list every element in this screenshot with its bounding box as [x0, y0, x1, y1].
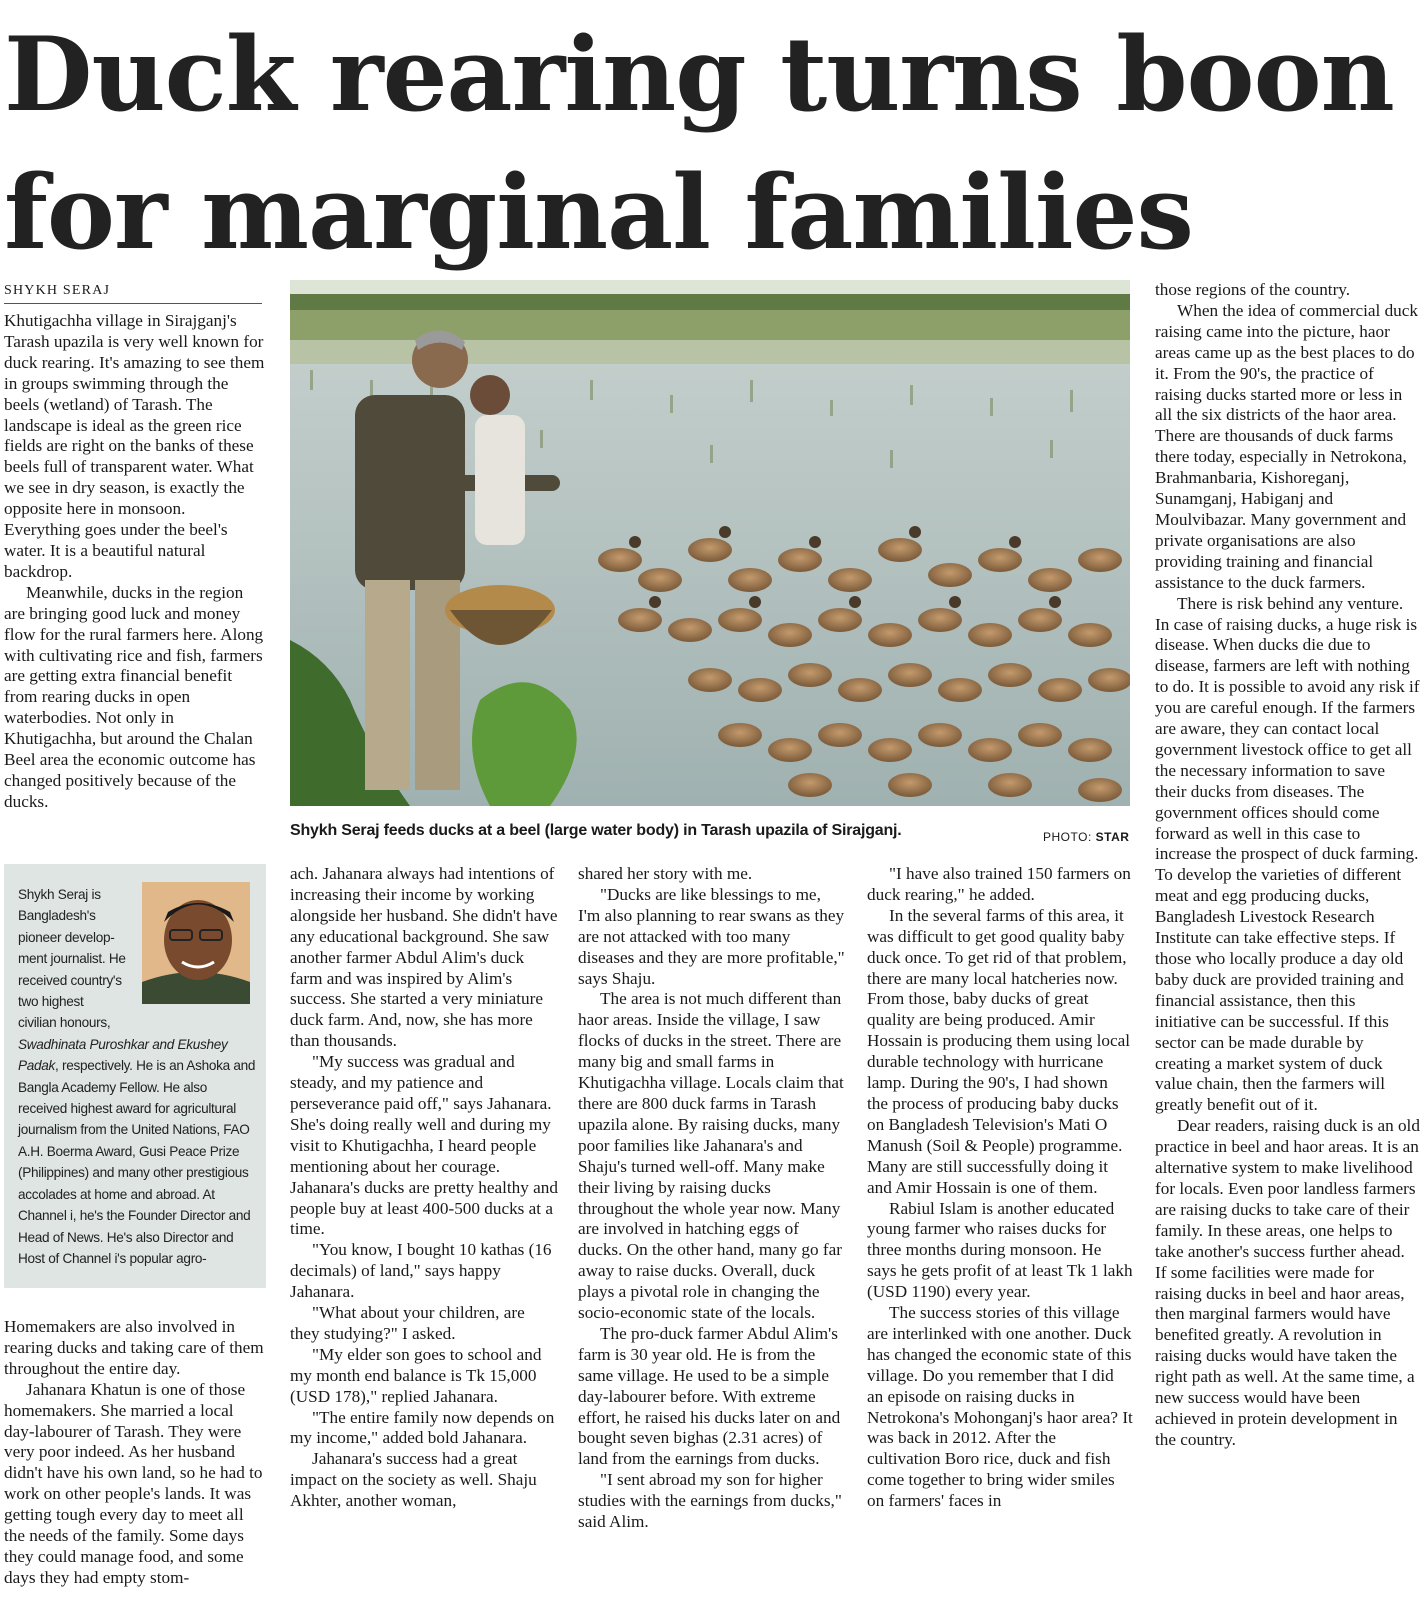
- paragraph: Rabiul Islam is another educated young farmer who raises ducks for three months during monsoon. He says he gets profit of at least Tk 1 lakh (USD 1190) every year.: [867, 1198, 1133, 1302]
- paragraph: "I have also trained 150 farmers on duck rearing," he added.: [867, 864, 1131, 904]
- paragraph: Meanwhile, ducks in the region are bringing good luck and money flow for the rural farmers here. Along with cultivating rice and fish, farmers are getting extra financial benefit from rearing ducks in open waterbodies. Not only in Khutigachha, but around the Chalan Beel area the economic outcome has changed positively because of the ducks.: [4, 582, 264, 811]
- paragraph: Homemakers are also involved in rearing ducks and taking care of them throughout the entire day.: [4, 1317, 264, 1378]
- photo-credit-source: STAR: [1095, 830, 1130, 844]
- paragraph: shared her story with me.: [578, 864, 753, 883]
- paragraph: The area is not much different than haor areas. Inside the village, I saw flocks of ducks in the street. There are many big and small farms in Khutigachha village. Locals claim that there are 800 duck farms in Tarash upazila alone. By raising ducks, many poor families like Jahanara's and Shaju's turned well-off. Many make their living by raising ducks throughout the whole year now. Many are involved in hatching eggs of ducks. On the other hand, many go far away to raise ducks. Overall, duck plays a pivotal role in changing the socio-economic state of the locals.: [578, 989, 844, 1323]
- byline: SHYKH SERAJ: [4, 283, 262, 304]
- paragraph: "You know, I bought 10 kathas (16 decimals) of land," says happy Jahanara.: [290, 1240, 552, 1302]
- paragraph: those regions of the country.: [1155, 280, 1351, 299]
- paragraph: The pro-duck farmer Abdul Alim's farm is 30 year old. He is from the same village. He used to be a simple day-labourer before. With extreme effort, he raised his ducks later on and bought seven bighas (2.31 acres) of land from the earnings from ducks.: [578, 1323, 841, 1469]
- author-bio-text: [18, 884, 258, 1269]
- paragraph: Jahanara's success had a great impact on the society as well. Shaju Akhter, another woman,: [290, 1449, 537, 1511]
- column-2: [290, 864, 558, 1512]
- bio-line: Bangladesh's: [18, 908, 96, 924]
- bio-line: civilian honours,: [18, 1015, 111, 1031]
- column-1-lower: [4, 1317, 266, 1589]
- photo-credit: [1043, 830, 1129, 844]
- duck-photo-illustration: [290, 280, 1130, 806]
- paragraph: "My success was gradual and steady, and my patience and perseverance paid off," says Jahanara. She's doing really well and during my visit to Khutigachha, I heard people mentioning about her courage. Jahanara's ducks are pretty healthy and people buy at least 400-500 ducks at a time.: [290, 1052, 558, 1239]
- bio-line: two highest: [18, 994, 84, 1010]
- paragraph: "My elder son goes to school and my month end balance is Tk 15,000 (USD 178)," replied Jahanara.: [290, 1344, 542, 1406]
- paragraph: When the idea of commercial duck raising came into the picture, haor areas came up as the best places to do it. From the 90's, the practice of raising ducks started more or less in all the six districts of the haor area. There are thousands of duck farms there today, especially in Netrokona, Brahmanbaria, Kishoreganj, Sunamganj, Habiganj and Moulvibazar. Many government and private organisations are also providing training and financial assistance to the duck farmers.: [1155, 300, 1418, 592]
- paragraph: "I sent abroad my son for higher studies with the earnings from ducks," said Alim.: [578, 1470, 842, 1532]
- headline-line-1: Duck rearing turns boon: [4, 15, 1394, 135]
- bio-awards: Swadhinata Puroshkar and Ekushey Padak: [18, 1036, 228, 1074]
- photo-credit-prefix: PHOTO:: [1043, 830, 1096, 844]
- paragraph: Khutigachha village in Sirajganj's Tarash upazila is very well known for duck rearing. It's amazing to see them in groups swimming through the beels (wetland) of Tarash. The landscape is ideal as the green rice fields are right on the banks of these beels full of transparent water. What we see in dry season, is exactly the opposite here in monsoon. Everything goes under the beel's water. It is a beautiful natural backdrop.: [4, 311, 265, 581]
- paragraph: ach. Jahanara always had intentions of increasing their income by working alongside her husband. She didn't have any educational background. She saw another farmer Abdul Alim's duck farm and was inspired by Alim's success. She started a very miniature duck farm. And, now, she has more than thousands.: [290, 864, 558, 1051]
- column-3: [578, 864, 846, 1533]
- column-4: [867, 864, 1133, 1512]
- paragraph: Dear readers, raising duck is an old practice in beel and haor areas. It is an alternative system to make livelihood for locals. Even poor landless farmers are raising ducks to take care of their family. In these areas, one helps to take another's success further ahead. If some facilities were made for raising ducks in beel and haor areas, then marginal farmers would have benefited greatly. A revolution in raising ducks would have taken the right path as well. At the same time, a new success would have been achieved in protein development in the country.: [1155, 1116, 1420, 1449]
- column-5: [1155, 280, 1420, 1451]
- bio-line: ment journalist. He: [18, 951, 126, 967]
- bio-rest: , respectively. He is an Ashoka and Bangla Academy Fellow. He also received highest award for agricultural journalism from the United Nations, FAO A.H. Boerma Award, Gusi Peace Prize (Philippines) and many other prestigious accolades at home and abroad. At Channel i, he's the Founder Director and Head of News. He's also Director and Host of Channel i's popular agro-: [18, 1058, 256, 1266]
- paragraph: "The entire family now depends on my income," added bold Jahanara.: [290, 1407, 555, 1448]
- column-1-upper: [4, 311, 266, 813]
- bio-line: pioneer develop-: [18, 929, 115, 945]
- paragraph: Jahanara Khatun is one of those homemakers. She married a local day-labourer of Tarash. They were very poor indeed. As her husband didn't have his own land, so he had to work on other people's lands. It was getting tough every day to meet all the needs of the family. Some days they could manage food, and some days they had empty stom-: [4, 1379, 263, 1587]
- photo-caption: Shykh Seraj feeds ducks at a beel (large water body) in Tarash upazila of Sirajganj.: [290, 822, 902, 839]
- bio-line: Shykh Seraj is: [18, 887, 101, 902]
- headline: [4, 6, 1404, 282]
- headline-line-2: for marginal families: [4, 153, 1193, 273]
- paragraph: In the several farms of this area, it was difficult to get good quality baby duck once. To get rid of that problem, there are many local hatcheries now. From those, baby ducks of great quality are being produced. Amir Hossain is producing them using local durable technology with hurricane lamp. During the 90's, I had shown the process of producing baby ducks on Bangladesh Television's Mati O Manush (Soil & People) programme. Many are still successfully doing it and Amir Hossain is one of them.: [867, 905, 1131, 1197]
- article-photo: [290, 280, 1130, 806]
- bio-line: received country's: [18, 972, 122, 988]
- paragraph: There is risk behind any venture. In case of raising ducks, a huge risk is disease. When ducks die due to disease, farmers are left with nothing to do. It is possible to avoid any risk if you are careful enough. If the farmers are aware, they can contact local government livestock office to get all the necessary information to save their ducks from diseases. The government offices should come forward as well in this case to increase the prospect of duck farming. To develop the varieties of different meat and egg producing ducks, Bangladesh Livestock Research Institute can take effective steps. If those who locally produce a day old baby duck are provided training and financial assistance, then this initiative can be successful. If this sector can be made durable by creating a market system of duck value chain, then the farmers will greatly benefit out of it.: [1155, 593, 1420, 1115]
- paragraph: "Ducks are like blessings to me, I'm also planning to rear swans as they are not attacked with too many diseases and they are more profitable," says Shaju.: [578, 884, 845, 988]
- paragraph: "What about your children, are they studying?" I asked.: [290, 1303, 525, 1343]
- paragraph: The success stories of this village are interlinked with one another. Duck has changed the economic state of this village. Do you remember that I did an episode on raising ducks in Netrokona's Mohonganj's haor area? It was back in 2012. After the cultivation Boro rice, duck and fish come together to bring wider smiles on farmers' faces in: [867, 1303, 1133, 1511]
